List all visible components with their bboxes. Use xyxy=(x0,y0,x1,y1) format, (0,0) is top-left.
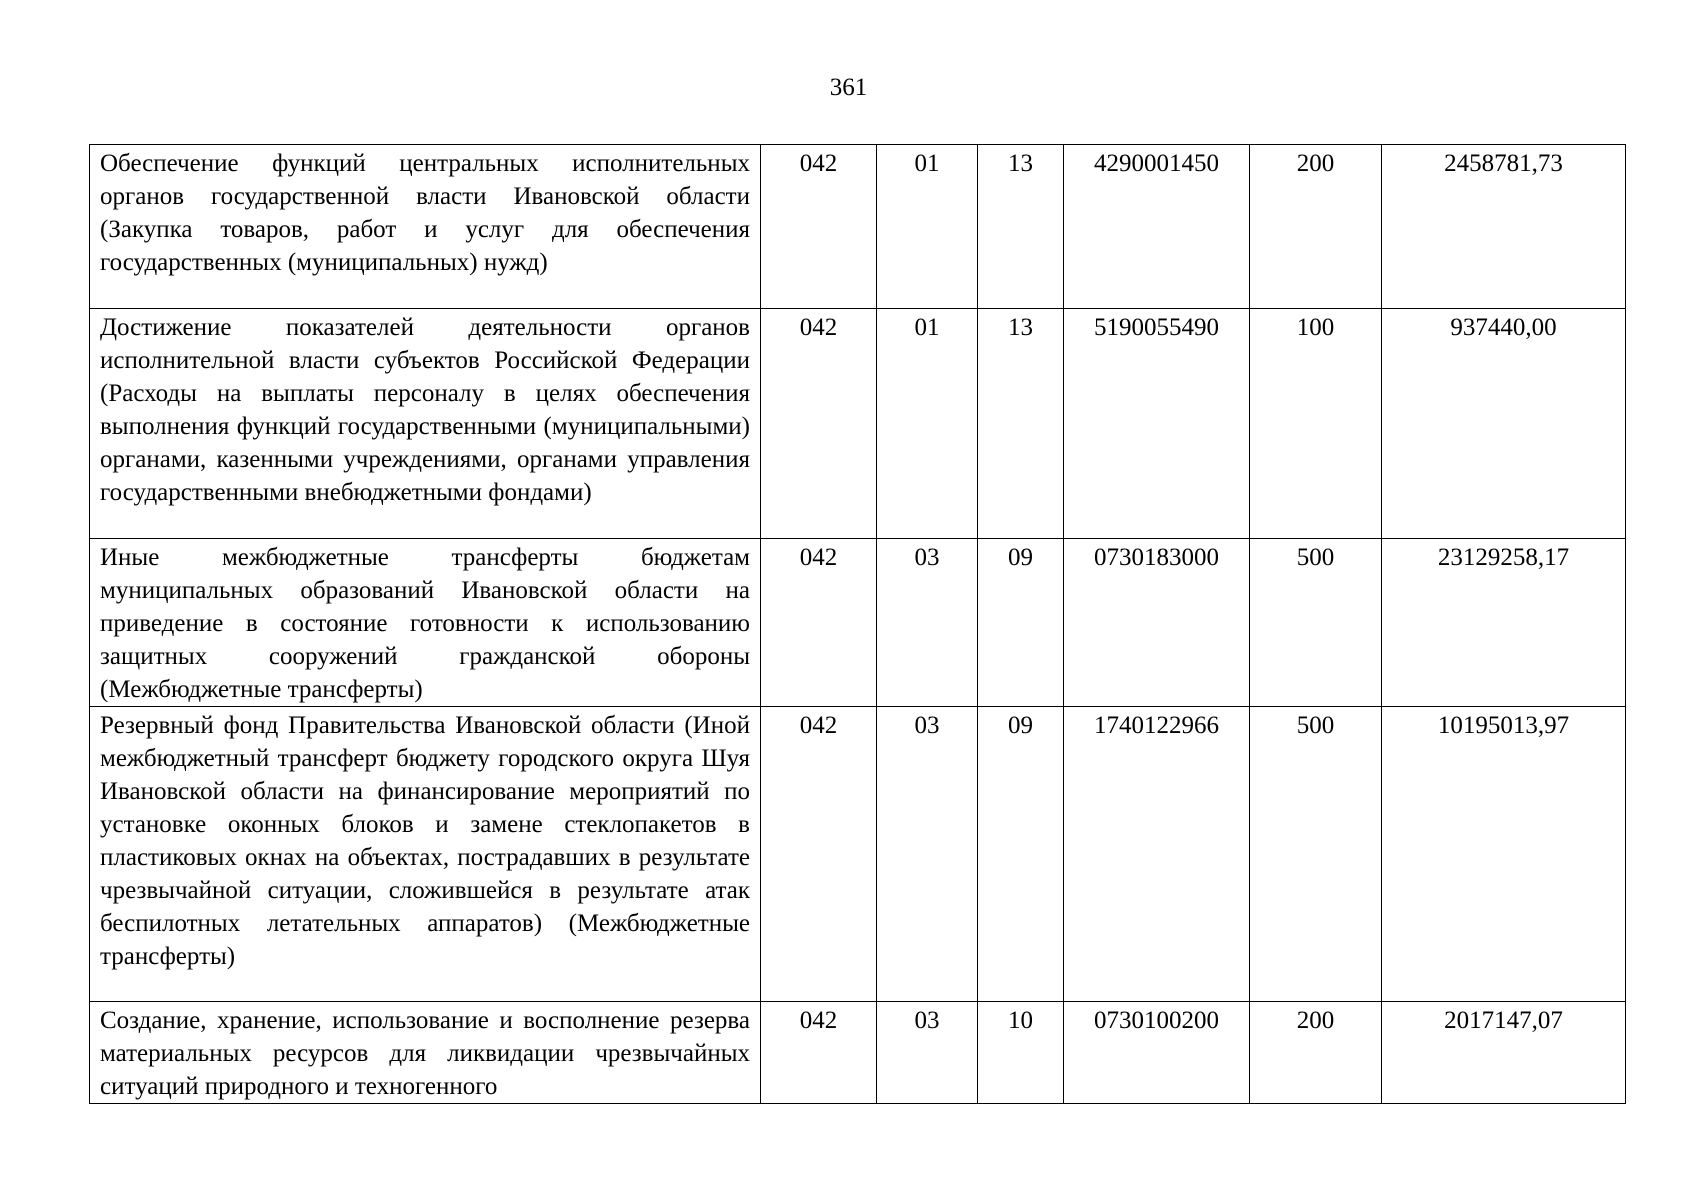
subsection-code-cell: 13 xyxy=(978,145,1064,309)
section-code-cell: 03 xyxy=(877,1002,978,1104)
ministry-code-cell: 042 xyxy=(761,309,877,539)
table-row xyxy=(90,539,1626,707)
subsection-code-cell: 13 xyxy=(978,309,1064,539)
target-article-cell: 0730100200 xyxy=(1064,1002,1250,1104)
table-row xyxy=(90,707,1626,1002)
section-code-cell: 01 xyxy=(877,309,978,539)
section-code-cell: 03 xyxy=(877,539,978,707)
expense-type-cell: 100 xyxy=(1250,309,1382,539)
description-cell: Обеспечение функций центральных исполнительных органов государственной власти Ивановской области (Закупка товаров, работ и услуг для обеспечения государственных (муниципальных) нужд) xyxy=(90,145,761,309)
amount-cell: 2017147,07 xyxy=(1382,1002,1626,1104)
expense-type-cell: 200 xyxy=(1250,145,1382,309)
ministry-code-cell: 042 xyxy=(761,1002,877,1104)
page-number: 361 xyxy=(829,74,868,101)
description-cell: Создание, хранение, использование и восполнение резерва материальных ресурсов для ликвидации чрезвычайных ситуаций природного и техногенного xyxy=(90,1002,761,1104)
amount-cell: 2458781,73 xyxy=(1382,145,1626,309)
subsection-code-cell: 09 xyxy=(978,539,1064,707)
budget-table xyxy=(89,144,1626,1104)
table-row xyxy=(90,1002,1626,1104)
ministry-code-cell: 042 xyxy=(761,145,877,309)
description-cell: Резервный фонд Правительства Ивановской области (Иной межбюджетный трансферт бюджету городского округа Шуя Ивановской области на финансирование мероприятий по установке оконных блоков и замене стеклопакетов в пластиковых окнах на объектах, пострадавших в результате чрезвычайной ситуации, сложившейся в результате атак беспилотных летательных аппаратов) (Межбюджетные трансферты) xyxy=(90,707,761,1002)
subsection-code-cell: 10 xyxy=(978,1002,1064,1104)
description-cell: Иные межбюджетные трансферты бюджетам муниципальных образований Ивановской области на приведение в состояние готовности к использованию защитных сооружений гражданской обороны (Межбюджетные трансферты) xyxy=(90,539,761,707)
amount-cell: 10195013,97 xyxy=(1382,707,1626,1002)
amount-cell: 937440,00 xyxy=(1382,309,1626,539)
expense-type-cell: 500 xyxy=(1250,539,1382,707)
table-row xyxy=(90,309,1626,539)
expense-type-cell: 500 xyxy=(1250,707,1382,1002)
section-code-cell: 01 xyxy=(877,145,978,309)
table-row xyxy=(90,145,1626,309)
section-code-cell: 03 xyxy=(877,707,978,1002)
ministry-code-cell: 042 xyxy=(761,539,877,707)
expense-type-cell: 200 xyxy=(1250,1002,1382,1104)
target-article-cell: 5190055490 xyxy=(1064,309,1250,539)
description-cell: Достижение показателей деятельности органов исполнительной власти субъектов Российской Федерации (Расходы на выплаты персоналу в целях обеспечения выполнения функций государственными (муниципальными) органами, казенными учреждениями, органами управления государственными внебюджетными фондами) xyxy=(90,309,761,539)
ministry-code-cell: 042 xyxy=(761,707,877,1002)
target-article-cell: 1740122966 xyxy=(1064,707,1250,1002)
amount-cell: 23129258,17 xyxy=(1382,539,1626,707)
subsection-code-cell: 09 xyxy=(978,707,1064,1002)
target-article-cell: 0730183000 xyxy=(1064,539,1250,707)
target-article-cell: 4290001450 xyxy=(1064,145,1250,309)
